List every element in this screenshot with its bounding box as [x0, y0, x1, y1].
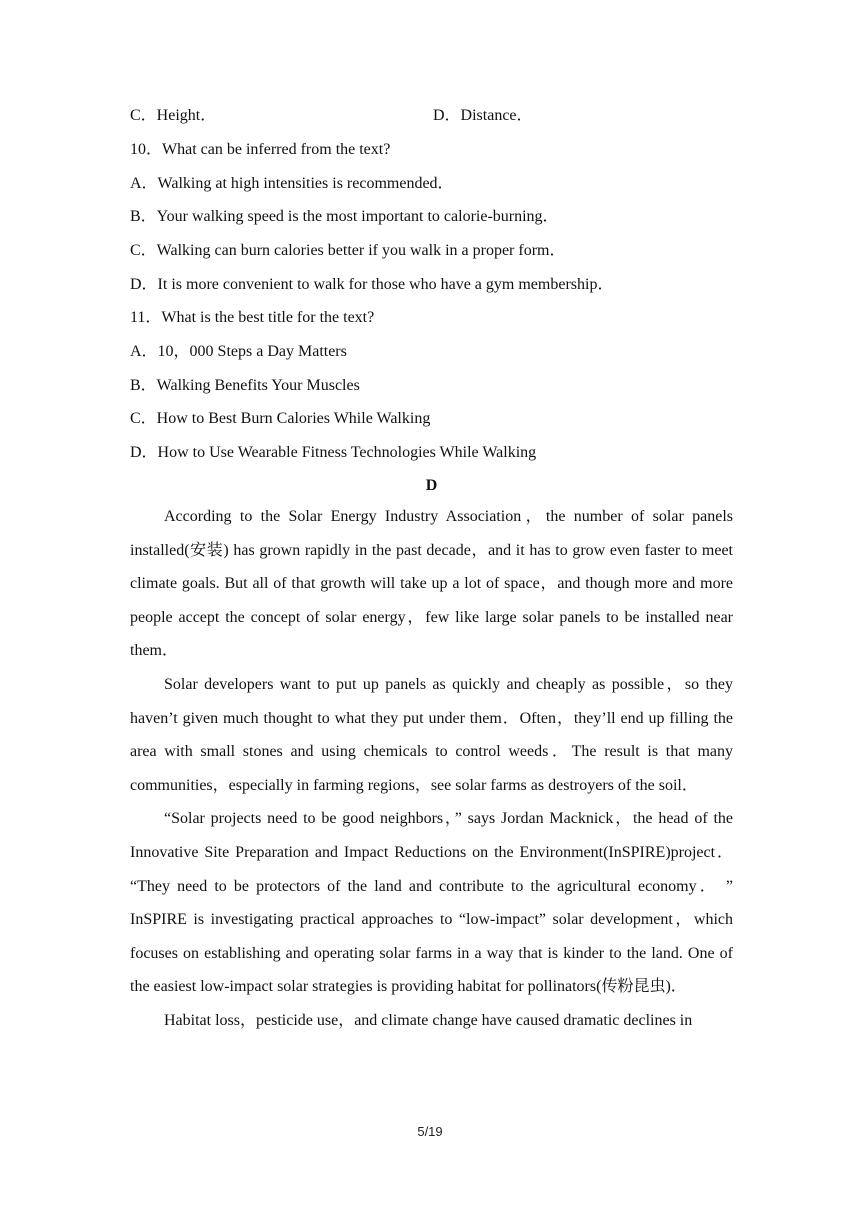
paragraph-4: Habitat loss，pesticide use，and climate change have caused dramatic declines in [164, 1011, 693, 1029]
section-heading: D [425, 477, 438, 494]
q10-option-a: A．Walking at high intensities is recommended． [130, 175, 454, 192]
q9-option-d: D．Distance． [433, 107, 533, 124]
page-number: 5/19 [417, 1124, 443, 1139]
q11-option-c: C．How to Best Burn Calories While Walking [130, 410, 431, 427]
q9-option-c: C．Height． [130, 107, 217, 124]
q10-option-b: B．Your walking speed is the most important to calorie-burning． [130, 208, 559, 225]
q11-option-b: B．Walking Benefits Your Muscles [130, 377, 360, 394]
paragraph-2: Solar developers want to put up panels as quickly and cheaply as possible，so they haven’t given much thought to what they put under them．Often，they’ll end up filling the area with small stones and using chemicals to control weeds．The result is that many communities，especially in farming regions，see solar farms as destroyers of the soil． [130, 675, 733, 794]
paragraph-3: “Solar projects need to be good neighbors，” says Jordan Macknick，the head of the Innovative Site Preparation and Impact Reductions on the Environment(InSPIRE)project． “They need to be protectors of the land and contribute to the agricultural economy． ” InSPIRE is investigating practical approaches to “low-impact” solar development，which focuses on establishing and operating solar farms in a way that is kinder to the land. One of the easiest low-impact solar strategies is providing habitat for pollinators(传粉昆虫)． [130, 810, 733, 996]
q11-option-a: A．10，000 Steps a Day Matters [130, 343, 347, 360]
q10-option-c: C．Walking can burn calories better if you walk in a proper form． [130, 242, 566, 259]
q11-stem: 11．What is the best title for the text? [130, 309, 375, 326]
paragraph-1: According to the Solar Energy Industry Association，the number of solar panels installed(安装) has grown rapidly in the past decade，and it has to grow even faster to meet climate goals. But all of that growth will take up a lot of space，and though more and more people accept the concept of solar energy，few like large solar panels to be installed near them． [130, 508, 733, 660]
q11-option-d: D．How to Use Wearable Fitness Technologies While Walking [130, 444, 537, 461]
q10-option-d: D．It is more convenient to walk for those who have a gym membership． [130, 276, 614, 293]
passage-d [130, 500, 733, 1038]
q10-stem: 10．What can be inferred from the text? [130, 141, 391, 158]
